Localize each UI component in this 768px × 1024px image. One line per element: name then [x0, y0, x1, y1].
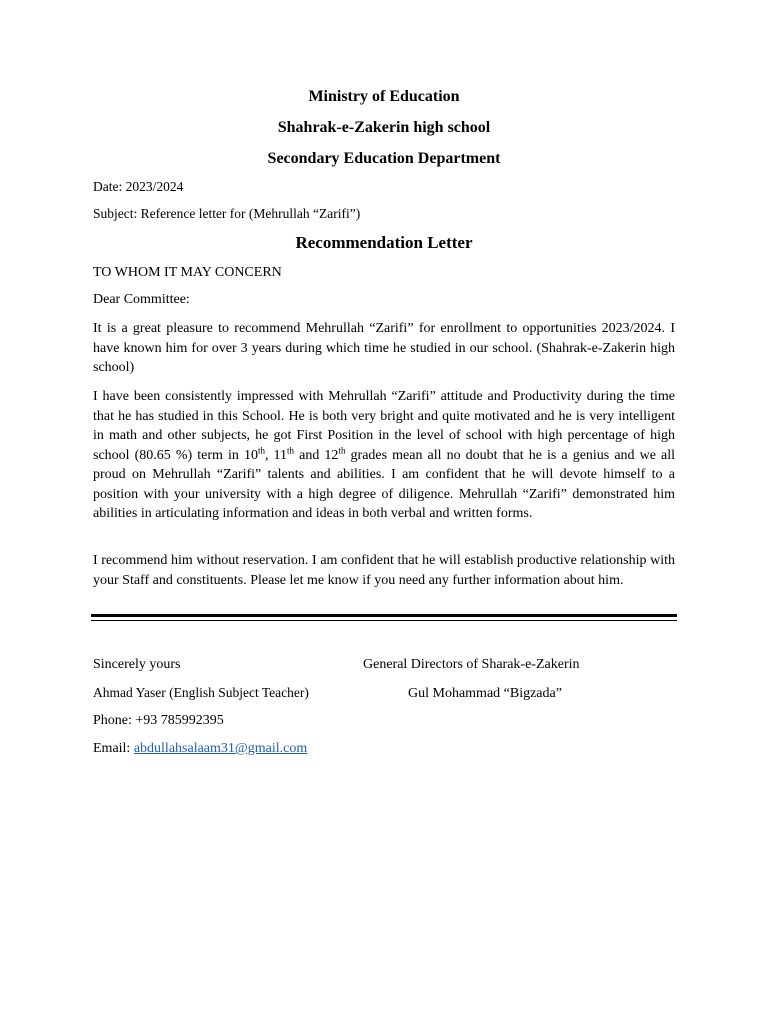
director-title: General Directors of Sharak-e-Zakerin [363, 657, 580, 672]
to-whom-line: TO WHOM IT MAY CONCERN [93, 265, 282, 280]
paragraph-3: I recommend him without reservation. I am confident that he will establish productive relationship with your Staff and constituents. Please let me know if you need any further information about him. [93, 553, 675, 588]
date-line: Date: 2023/2024 [93, 179, 184, 194]
director-name: Gul Mohammad “Bigzada” [408, 686, 562, 701]
email-label: Email: [93, 741, 134, 756]
teacher-line: Ahmad Yaser (English Subject Teacher) [93, 685, 309, 700]
phone-line: Phone: +93 785992395 [93, 713, 224, 728]
email-line [93, 740, 307, 758]
divider-thick [91, 614, 677, 617]
department-heading: Secondary Education Department [267, 150, 501, 167]
paragraph-1: It is a great pleasure to recommend Mehrullah “Zarifi” for enrollment to opportunities 2023/2024. I have known him for over 3 years during which time he studied in our school. (Shahrak-e-Zakerin high school) [93, 321, 675, 375]
paragraph-2: I have been consistently impressed with Mehrullah “Zarifi” attitude and Productivity during the time that he has studied in this School. He is both very bright and quite motivated and he is very intelligent in math and other subjects, he got First Position in the level of school with high percentage of high school (80.65 %) term in 10th, 11th and 12th grades mean all no doubt that he is a genius and we all proud on Mehrullah “Zarifi” talents and abilities. I am confident that he will devote himself to a position with your university with a high degree of diligence. Mehrullah “Zarifi” demonstrated him abilities in articulating information and ideas in both verbal and written forms. [93, 389, 676, 521]
school-heading: Shahrak-e-Zakerin high school [277, 119, 491, 136]
salutation-line: Dear Committee: [93, 292, 190, 307]
subject-line: Subject: Reference letter for (Mehrullah “Zarifi”) [93, 206, 361, 221]
email-link[interactable]: abdullahsalaam31@gmail.com [133, 741, 308, 756]
divider-thin [91, 620, 677, 621]
closing-line: Sincerely yours [93, 657, 181, 672]
letter-title: Recommendation Letter [295, 233, 473, 252]
ministry-heading: Ministry of Education [308, 88, 460, 105]
